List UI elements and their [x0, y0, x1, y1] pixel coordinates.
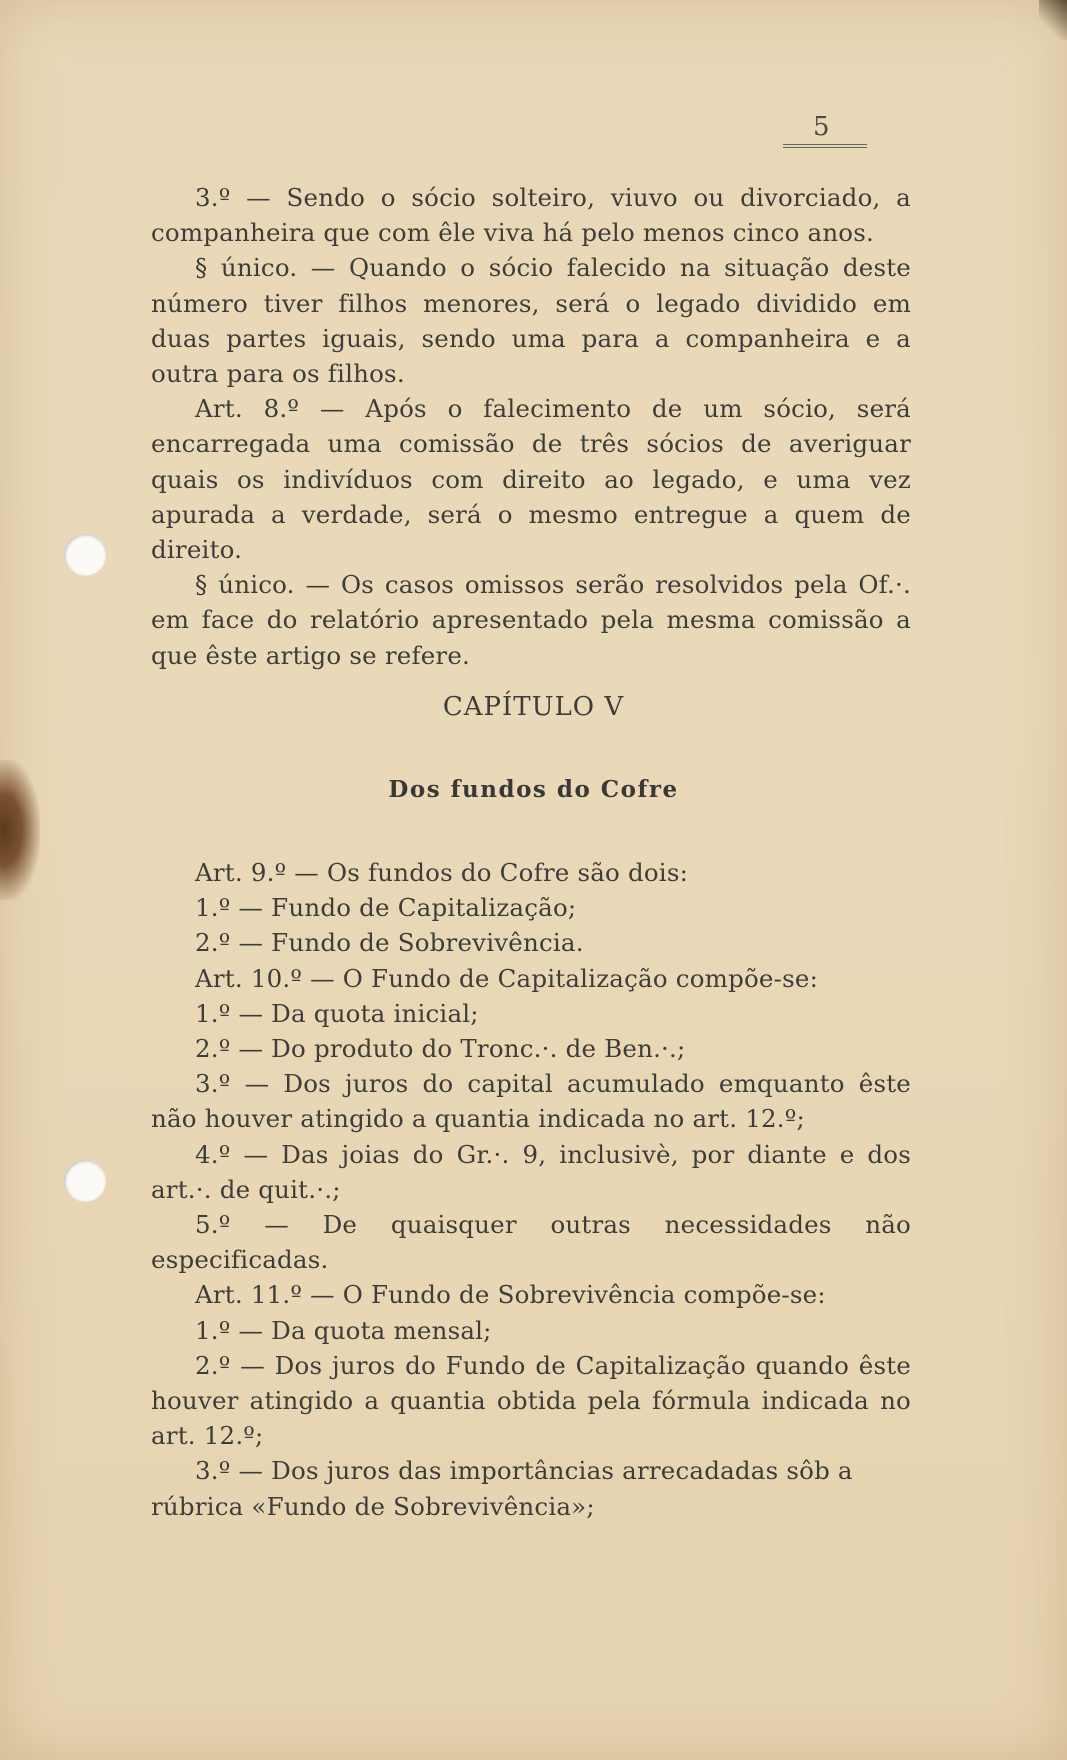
paragraph: 4.º — Das joias do Gr.·. 9, inclusivè, por diante e dos art.·. de quit.·.;: [151, 1139, 911, 1204]
paragraph: Art. 9.º — Os fundos do Cofre são dois:: [195, 858, 689, 887]
paragraph: 5.º — De quaisquer outras necessidades não especificadas.: [151, 1210, 911, 1275]
paragraph: 3.º — Sendo o sócio solteiro, viuvo ou divorciado, a companheira que com êle viva há pelo menos cinco anos.: [151, 183, 911, 248]
paragraph: 3.º — Dos juros das importâncias arrecadadas sôb a rúbrica «Fundo de Sobrevivência»;: [151, 1456, 853, 1521]
paragraph: Art. 8.º — Após o falecimento de um sócio, será encarregada uma comissão de três sócios de averiguar quais os indivíduos com direito ao legado, e uma vez apurada a verdade, será o mesmo entregue a quem de direito.: [151, 394, 911, 565]
chapter-title: CAPÍTULO V: [442, 692, 625, 722]
paragraph: 3.º — Dos juros do capital acumulado emquanto êste não houver atingido a quantia indicada no art. 12.º;: [151, 1069, 911, 1134]
paragraph: 2.º — Fundo de Sobrevivência.: [195, 928, 584, 958]
text-block-bottom: [151, 855, 911, 1524]
punch-hole-bottom: [64, 1160, 106, 1202]
paragraph: 1.º — Da quota mensal;: [195, 1315, 492, 1345]
paragraph: 1.º — Fundo de Capitalização;: [195, 893, 577, 923]
paragraph: Art. 10.º — O Fundo de Capitalização compõe-se:: [195, 963, 819, 993]
text-block-top: [151, 180, 911, 673]
page-number-rule: [783, 144, 867, 148]
paragraph: Art. 11.º — O Fundo de Sobrevivência compõe-se:: [195, 1280, 826, 1310]
punch-hole-top: [64, 534, 106, 576]
paragraph: 2.º — Dos juros do Fundo de Capitalização quando êste houver atingido a quantia obtida pela fórmula indicada no art. 12.º;: [151, 1350, 911, 1451]
paragraph: § único. — Os casos omissos serão resolvidos pela Of.·. em face do relatório apresentado pela mesma comissão a que êste artigo se refere.: [151, 570, 911, 670]
paragraph: 1.º — Da quota inicial;: [195, 998, 479, 1028]
paragraph: § único. — Quando o sócio falecido na situação deste número tiver filhos menores, será o legado dividido em duas partes iguais, sendo uma para a companheira e a outra para os filhos.: [151, 253, 911, 389]
section-title: Dos fundos do Cofre: [388, 776, 679, 803]
page-number: 5: [813, 112, 830, 142]
page-corner-shadow: [1039, 0, 1067, 40]
paragraph: 2.º — Do produto do Tronc.·. de Ben.·.;: [195, 1034, 686, 1064]
